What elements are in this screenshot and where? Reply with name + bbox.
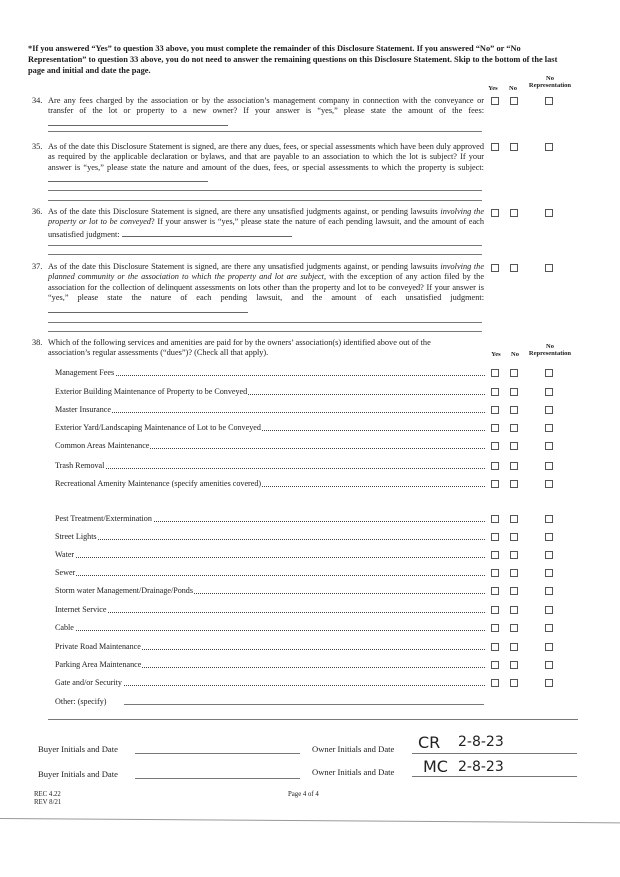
answer-line[interactable] — [48, 117, 228, 126]
question-number: 34. — [32, 96, 43, 105]
no-representation-checkbox[interactable] — [545, 533, 553, 541]
service-item — [55, 423, 485, 433]
buyer-initials-line[interactable] — [135, 753, 300, 754]
yes-checkbox[interactable] — [491, 661, 499, 669]
service-label: Internet Service — [55, 605, 107, 614]
no-checkbox[interactable] — [510, 515, 518, 523]
service-item — [55, 441, 485, 451]
service-label: Pest Treatment/Extermination — [55, 514, 152, 523]
no-checkbox[interactable] — [510, 624, 518, 632]
question-text: As of the date this Disclosure Statement is signed, are there any unsatisfied judgments against, or pending lawsuits — [48, 207, 441, 216]
question-text-emphasis: involving the planned community or the association to which the property and lot are subject — [48, 262, 484, 282]
yes-column-header: Yes — [491, 351, 501, 358]
no-checkbox[interactable] — [510, 661, 518, 669]
service-item — [55, 514, 485, 524]
question-number: 38. — [32, 338, 43, 347]
buyer-initials-label: Buyer Initials and Date — [38, 769, 118, 779]
service-label: Parking Area Maintenance — [55, 660, 142, 669]
no-checkbox[interactable] — [510, 679, 518, 687]
answer-line[interactable] — [48, 331, 482, 332]
owner-date-handwritten: 2-8-23 — [458, 759, 504, 775]
service-item — [55, 532, 485, 542]
no-representation-header-line1: No — [546, 75, 554, 82]
service-item — [55, 568, 485, 578]
service-item — [55, 461, 485, 471]
leader-dots — [55, 412, 485, 413]
yes-checkbox[interactable] — [491, 143, 499, 151]
other-specify-line[interactable] — [48, 719, 578, 720]
service-label: Recreational Amenity Maintenance (specify amenities covered) — [55, 479, 262, 488]
question-38 — [32, 338, 472, 359]
no-representation-checkbox[interactable] — [545, 569, 553, 577]
owner-initials-handwritten: MC — [423, 757, 448, 776]
no-checkbox[interactable] — [510, 587, 518, 595]
service-label: Sewer — [55, 568, 76, 577]
no-representation-checkbox[interactable] — [545, 462, 553, 470]
no-representation-checkbox[interactable] — [545, 515, 553, 523]
service-item — [55, 550, 485, 560]
no-representation-checkbox[interactable] — [545, 424, 553, 432]
yes-column-header: Yes — [488, 85, 498, 92]
service-item — [55, 605, 485, 615]
yes-checkbox[interactable] — [491, 679, 499, 687]
service-item — [55, 586, 485, 596]
yes-checkbox[interactable] — [491, 209, 499, 217]
service-item — [55, 405, 485, 415]
service-item — [55, 387, 485, 397]
question-text: Are any fees charged by the association or by the association’s management company in connection with the conveyance or transfer of the lot or property to a new owner? If your answer is “yes,” please state the amount of the fees: — [48, 96, 484, 116]
yes-checkbox[interactable] — [491, 424, 499, 432]
service-label: Exterior Building Maintenance of Property to be Conveyed — [55, 387, 248, 396]
no-representation-checkbox[interactable] — [545, 661, 553, 669]
owner-date-handwritten: 2-8-23 — [458, 734, 504, 750]
question-37 — [32, 262, 484, 316]
question-text: As of the date this Disclosure Statement is signed, are there any unsatisfied judgments against, or pending lawsuits — [48, 262, 441, 271]
answer-line[interactable] — [48, 200, 482, 201]
yes-checkbox[interactable] — [491, 462, 499, 470]
no-checkbox[interactable] — [510, 533, 518, 541]
service-item — [55, 678, 485, 688]
no-checkbox[interactable] — [510, 442, 518, 450]
no-representation-checkbox[interactable] — [545, 264, 553, 272]
leader-dots — [55, 575, 485, 576]
yes-checkbox[interactable] — [491, 587, 499, 595]
service-label: Master Insurance — [55, 405, 111, 414]
no-checkbox[interactable] — [510, 209, 518, 217]
service-label: Other: (specify) — [55, 697, 107, 706]
owner-initials-handwritten: CR — [418, 733, 441, 752]
answer-line[interactable] — [48, 190, 482, 191]
service-label: Exterior Yard/Landscaping Maintenance of Lot to be Conveyed — [55, 423, 261, 432]
service-label: Management Fees — [55, 368, 115, 377]
owner-initials-label: Owner Initials and Date — [312, 744, 395, 754]
answer-line[interactable] — [48, 131, 482, 132]
leader-dots — [55, 557, 485, 558]
no-representation-checkbox[interactable] — [545, 606, 553, 614]
no-representation-checkbox[interactable] — [545, 143, 553, 151]
no-checkbox[interactable] — [510, 462, 518, 470]
leader-dots — [55, 612, 485, 613]
yes-checkbox[interactable] — [491, 569, 499, 577]
buyer-initials-label: Buyer Initials and Date — [38, 744, 118, 754]
no-checkbox[interactable] — [510, 569, 518, 577]
no-representation-header-line2: Representation — [528, 350, 572, 357]
yes-checkbox[interactable] — [491, 264, 499, 272]
no-checkbox[interactable] — [510, 97, 518, 105]
leader-dots — [55, 375, 485, 376]
no-representation-checkbox[interactable] — [545, 406, 553, 414]
yes-checkbox[interactable] — [491, 406, 499, 414]
no-representation-checkbox[interactable] — [545, 643, 553, 651]
no-representation-checkbox[interactable] — [545, 551, 553, 559]
form-number: REC 4.22 — [34, 791, 61, 798]
no-representation-checkbox[interactable] — [545, 369, 553, 377]
no-checkbox[interactable] — [510, 388, 518, 396]
service-item — [55, 697, 485, 707]
no-checkbox[interactable] — [510, 406, 518, 414]
question-35 — [32, 142, 484, 186]
no-representation-header-line1: No — [546, 343, 554, 350]
no-representation-header — [524, 75, 576, 89]
form-revision: REV 8/21 — [34, 799, 62, 806]
question-number: 37. — [32, 262, 43, 271]
answer-line[interactable] — [48, 304, 248, 313]
service-item — [55, 368, 485, 378]
yes-checkbox[interactable] — [491, 369, 499, 377]
service-item — [55, 479, 485, 489]
scan-edge — [0, 818, 620, 823]
owner-initials-label: Owner Initials and Date — [312, 767, 395, 777]
yes-checkbox[interactable] — [491, 533, 499, 541]
intro-instructions: *If you answered “Yes” to question 33 above, you must complete the remainder of this Disclosure Statement. If you answered “No” or “No Representation” to question 33 above, you do not need to answer the remaining questions on this Disclosure Statement. Skip to the bottom of the last page and initial and date the page. — [28, 44, 558, 75]
no-representation-header — [524, 343, 576, 357]
question-text: As of the date this Disclosure Statement is signed, are there any dues, fees, or special assessments which have been duly approved as required by the applicable declaration or bylaws, and that are payable to an association to which the lot is subject? If your answer is “yes,” please state the nature and amount of the dues, fees, or special assessments to which the property is subject: — [48, 142, 484, 172]
no-column-header: No — [509, 85, 517, 92]
leader-dots — [55, 630, 485, 631]
yes-checkbox[interactable] — [491, 551, 499, 559]
service-item — [55, 660, 485, 670]
buyer-initials-line[interactable] — [135, 778, 300, 779]
yes-checkbox[interactable] — [491, 606, 499, 614]
no-representation-checkbox[interactable] — [545, 442, 553, 450]
no-representation-checkbox[interactable] — [545, 624, 553, 632]
service-label: Cable — [55, 623, 74, 632]
yes-checkbox[interactable] — [491, 643, 499, 651]
no-checkbox[interactable] — [510, 606, 518, 614]
yes-checkbox[interactable] — [491, 624, 499, 632]
question-number: 36. — [32, 207, 43, 216]
no-checkbox[interactable] — [510, 369, 518, 377]
answer-line[interactable] — [48, 322, 482, 323]
service-item — [55, 642, 485, 652]
leader-dots — [55, 468, 485, 469]
no-checkbox[interactable] — [510, 551, 518, 559]
no-checkbox[interactable] — [510, 643, 518, 651]
service-label: Street Lights — [55, 532, 97, 541]
owner-initials-line[interactable] — [412, 753, 577, 754]
no-representation-header-line2: Representation — [528, 82, 572, 89]
leader-dots — [55, 539, 485, 540]
service-label: Water — [55, 550, 75, 559]
yes-checkbox[interactable] — [491, 442, 499, 450]
no-checkbox[interactable] — [510, 480, 518, 488]
service-label: Trash Removal — [55, 461, 105, 470]
no-checkbox[interactable] — [510, 264, 518, 272]
answer-line[interactable] — [48, 245, 482, 246]
no-representation-checkbox[interactable] — [545, 209, 553, 217]
service-label: Storm water Management/Drainage/Ponds — [55, 586, 194, 595]
answer-line[interactable] — [122, 228, 292, 237]
no-checkbox[interactable] — [510, 424, 518, 432]
question-text: Which of the following services and amenities are paid for by the owners’ association(s) identified above out of the association’s regular assessments (“dues”)? (Check all that apply). — [48, 338, 431, 358]
service-label: Gate and/or Security — [55, 678, 122, 687]
question-36 — [32, 207, 484, 240]
question-34 — [32, 96, 484, 129]
no-representation-checkbox[interactable] — [545, 587, 553, 595]
question-text-emphasis: involving the property or lot to be conveyed — [48, 207, 484, 227]
no-column-header: No — [511, 351, 519, 358]
yes-checkbox[interactable] — [491, 388, 499, 396]
service-label: Common Areas Maintenance — [55, 441, 150, 450]
yes-checkbox[interactable] — [491, 480, 499, 488]
no-representation-checkbox[interactable] — [545, 480, 553, 488]
question-text: ? If your answer is “yes,” please state the nature of each pending lawsuit, and the amount of each unsatisfied judgment: — [48, 217, 484, 239]
no-representation-checkbox[interactable] — [545, 388, 553, 396]
answer-line[interactable] — [48, 173, 208, 182]
question-text: , with the exception of any action filed by the association for the collection of delinquent assessments on lots other than the property and lot to be conveyed? If your answer is “yes,” please state the nature of each pending lawsuit, and the amount of each unsatisfied judgment: — [48, 272, 484, 303]
yes-checkbox[interactable] — [491, 515, 499, 523]
no-checkbox[interactable] — [510, 143, 518, 151]
owner-initials-line[interactable] — [412, 776, 577, 777]
yes-checkbox[interactable] — [491, 97, 499, 105]
no-representation-checkbox[interactable] — [545, 679, 553, 687]
service-label: Private Road Maintenance — [55, 642, 141, 651]
service-item — [55, 623, 485, 633]
question-number: 35. — [32, 142, 43, 151]
answer-line[interactable] — [48, 254, 482, 255]
page-number: Page 4 of 4 — [288, 791, 319, 798]
no-representation-checkbox[interactable] — [545, 97, 553, 105]
